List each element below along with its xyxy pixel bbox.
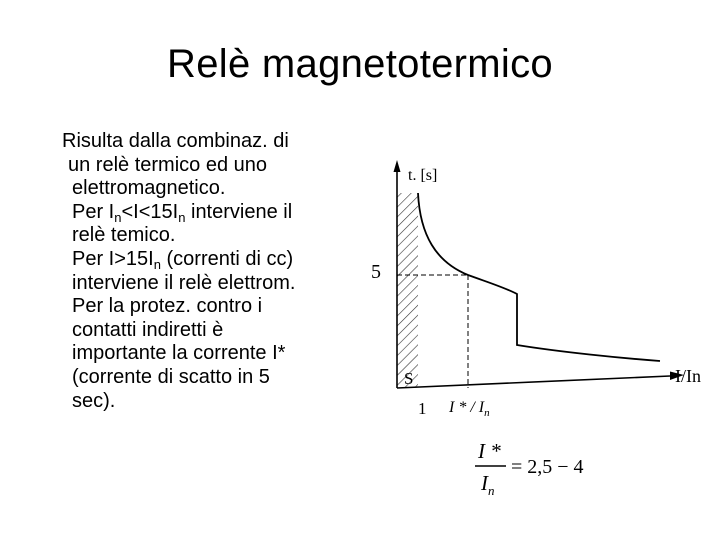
text-line: (corrente di scatto in 5 [72, 365, 270, 388]
formula-den-text: I [481, 471, 488, 495]
slide-title: Relè magnetotermico [167, 42, 553, 86]
x-axis-label: I/In [675, 366, 701, 386]
istar-label [448, 399, 490, 419]
formula-numerator: I * [478, 439, 501, 463]
y-axis-arrow [394, 160, 401, 172]
subscript: n [178, 209, 186, 225]
trip-curve [418, 193, 660, 361]
text-line: relè temico. [72, 224, 176, 247]
text-fragment: (correnti di cc) [160, 247, 294, 270]
one-label: 1 [418, 399, 427, 418]
text-fragment: Per I [72, 200, 115, 223]
s-label: S [404, 369, 414, 388]
formula-denominator [480, 471, 495, 498]
text-line: un relè termico ed uno [68, 153, 268, 176]
subscript: n [153, 256, 161, 272]
text-line: sec). [72, 389, 116, 412]
istar-subscript: n [484, 407, 490, 419]
text-line: importante la corrente I* [72, 342, 286, 365]
text-fragment: interviene il [185, 200, 293, 223]
hatched-band [397, 193, 418, 388]
istar-text: I * / I [449, 399, 485, 416]
text-line: elettromagnetico. [72, 177, 226, 200]
y-axis-label: t. [s] [408, 167, 438, 184]
subscript: n [114, 209, 122, 225]
text-line: interviene il relè elettrom. [72, 271, 296, 294]
five-seconds-label: 5 [371, 261, 381, 283]
text-fragment: Per I>15I [72, 247, 154, 270]
text-line: Risulta dalla combinaz. di [62, 130, 289, 152]
x-axis [397, 376, 670, 388]
formula-den-subscript: n [488, 483, 495, 498]
text-line: contatti indiretti è [72, 318, 224, 341]
text-line: Per la protez. contro i [72, 295, 263, 318]
text-fragment: <I<15I [121, 200, 179, 223]
formula-rhs: = 2,5 − 4 [511, 456, 584, 478]
